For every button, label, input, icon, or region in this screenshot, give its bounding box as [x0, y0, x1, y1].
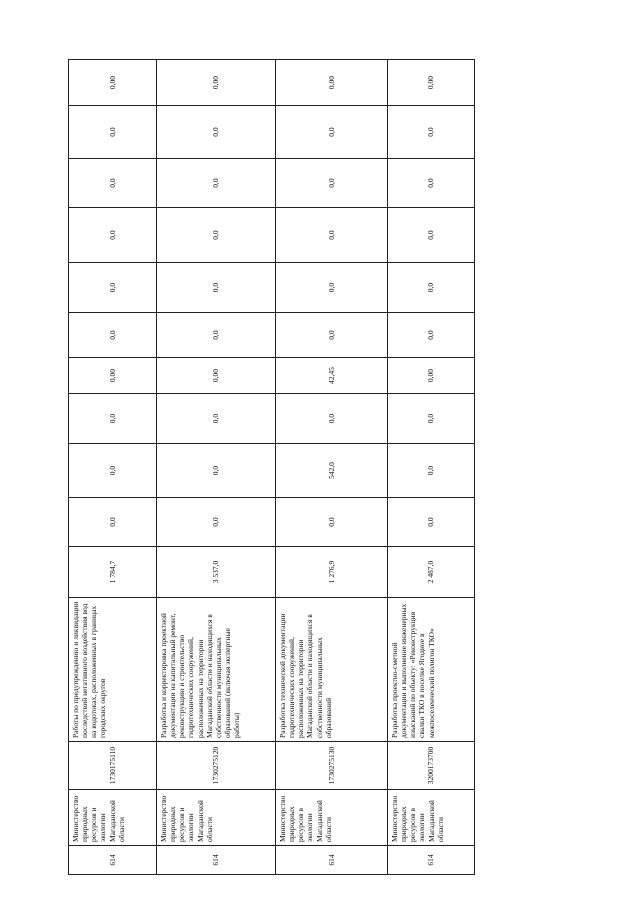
cell-value: 0,0 — [157, 208, 276, 263]
cell-description: Работы по предупреждению и ликвидации последствий негативного воздействия вод на водотоках, расположенных в границах городских округов — [69, 598, 157, 742]
cell-code: 614 — [69, 846, 157, 875]
cell-value: 0,00 — [157, 358, 276, 394]
cell-value: 0,0 — [388, 394, 475, 444]
cell-code: 614 — [276, 846, 388, 875]
cell-value: 0,0 — [157, 106, 276, 159]
cell-value: 1 784,7 — [69, 547, 157, 598]
cell-value: 0,0 — [69, 159, 157, 208]
cell-value: 0,0 — [69, 208, 157, 263]
cell-value: 0,0 — [157, 498, 276, 547]
cell-value: 1 276,9 — [276, 547, 388, 598]
cell-value: 0,0 — [69, 263, 157, 313]
cell-value: 0,0 — [388, 208, 475, 263]
cell-description: Разработка проектно-сметной документации и выполнение инженерных изысканий по объекту: «Реконструкция свалки ТКО в поселке Ягодное в межпоселенческий полигон ТКО» — [388, 598, 475, 742]
cell-value: 0,00 — [157, 60, 276, 106]
cell-description: Разработка технической документации гидротехнических сооружений, расположенных на территории Магаданской области и находящихся в собственности муниципальных образований — [276, 598, 388, 742]
cell-value: 0,0 — [157, 444, 276, 498]
cell-value: 0,00 — [69, 60, 157, 106]
cell-value: 0,0 — [69, 313, 157, 358]
cell-value: 42,45 — [276, 358, 388, 394]
cell-value: 542,0 — [276, 444, 388, 498]
cell-value: 0,0 — [157, 394, 276, 444]
budget-table — [68, 59, 475, 875]
table-row — [276, 60, 388, 875]
cell-kbk: 1730275130 — [276, 742, 388, 790]
cell-value: 0,0 — [69, 394, 157, 444]
cell-value: 0,0 — [276, 208, 388, 263]
cell-value: 0,0 — [388, 498, 475, 547]
cell-organization: Министерство природных ресурсов и экологии Магаданской области — [157, 790, 276, 846]
table-body — [69, 60, 475, 875]
cell-value: 2 487,0 — [388, 547, 475, 598]
cell-value: 0,0 — [69, 444, 157, 498]
cell-value: 0,0 — [276, 313, 388, 358]
cell-value: 0,0 — [157, 313, 276, 358]
cell-value: 0,0 — [157, 159, 276, 208]
cell-value: 0,00 — [69, 358, 157, 394]
cell-value: 3 537,0 — [157, 547, 276, 598]
cell-value: 0,0 — [388, 313, 475, 358]
table-row — [157, 60, 276, 875]
cell-value: 0,00 — [388, 358, 475, 394]
cell-value: 0,0 — [276, 159, 388, 208]
rotated-table-wrapper — [68, 60, 474, 875]
cell-value: 0,0 — [276, 263, 388, 313]
cell-value: 0,0 — [388, 444, 475, 498]
cell-value: 0,00 — [276, 60, 388, 106]
table-row — [388, 60, 475, 875]
cell-value: 0,0 — [276, 498, 388, 547]
cell-code: 614 — [157, 846, 276, 875]
cell-value: 0,0 — [388, 106, 475, 159]
cell-code: 614 — [388, 846, 475, 875]
cell-value: 0,0 — [276, 106, 388, 159]
cell-value: 0,0 — [276, 394, 388, 444]
cell-value: 0,0 — [69, 106, 157, 159]
cell-organization: Министерство природных ресурсов в экологии Магаданской области — [388, 790, 475, 846]
cell-kbk: 1730175110 — [69, 742, 157, 790]
cell-organization: Министерство природных ресурсов и экологии Магаданской области — [69, 790, 157, 846]
cell-value: 0,00 — [388, 60, 475, 106]
cell-kbk: 1730275120 — [157, 742, 276, 790]
cell-description: Разработка и корректировка проектной документации на капитальный ремонт, реконструкцию и строительство гидротехнических сооружений, расположенных на территории Магаданской области и находящихся в собственности муниципальных образований (включая экспертные работы) — [157, 598, 276, 742]
cell-organization: Министерство природных ресурсов в экологии Магаданской области — [276, 790, 388, 846]
cell-kbk: 3200173700 — [388, 742, 475, 790]
cell-value: 0,0 — [388, 159, 475, 208]
cell-value: 0,0 — [157, 263, 276, 313]
table-row — [69, 60, 157, 875]
cell-value: 0,0 — [388, 263, 475, 313]
cell-value: 0,0 — [69, 498, 157, 547]
